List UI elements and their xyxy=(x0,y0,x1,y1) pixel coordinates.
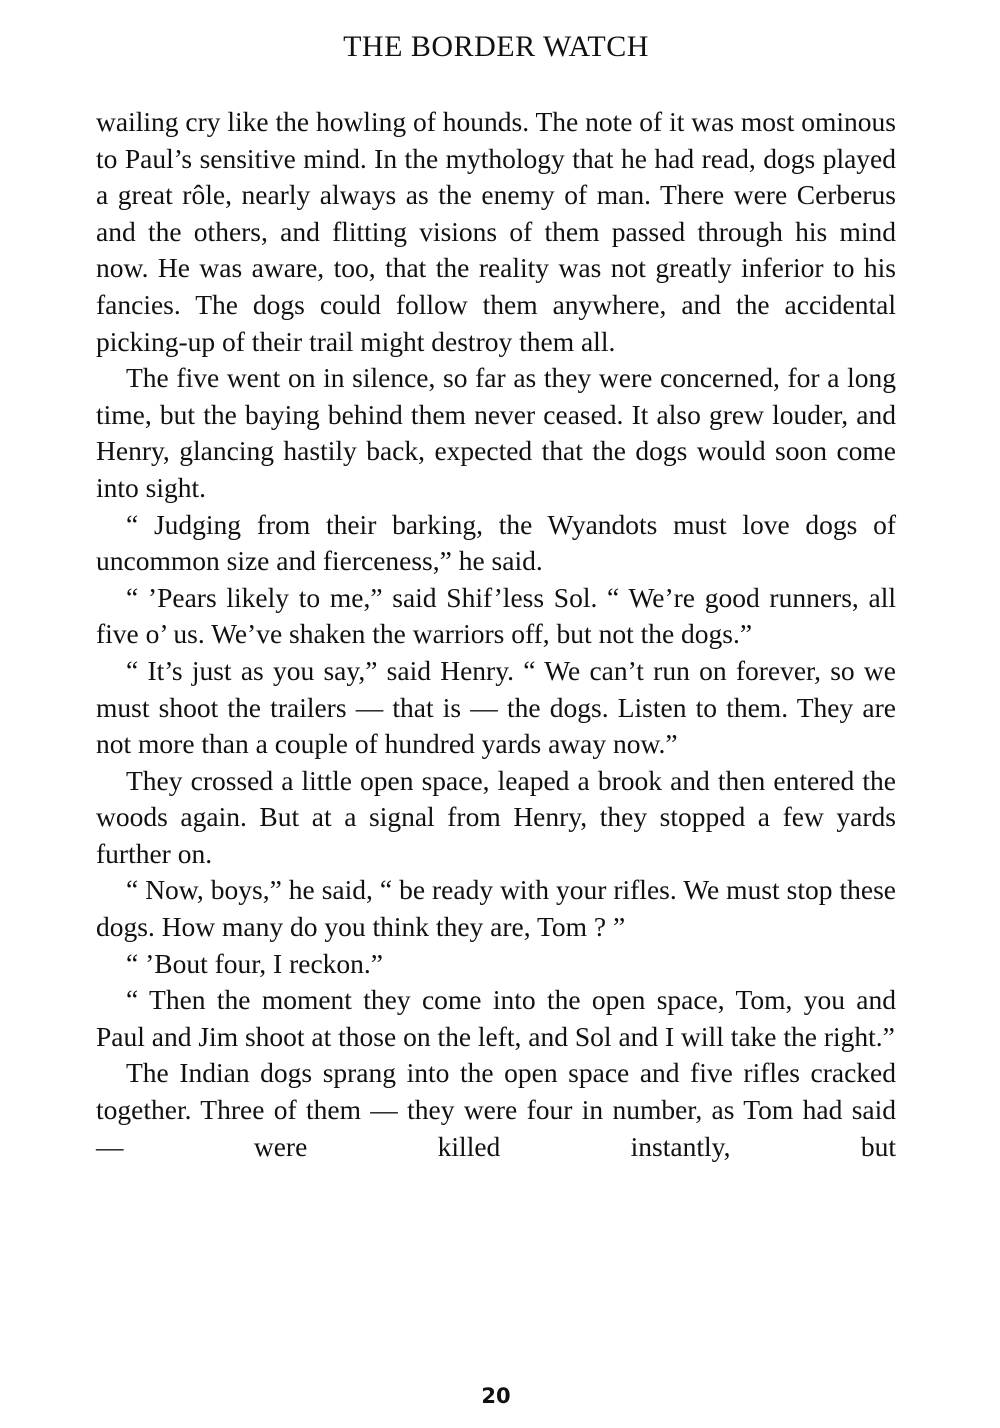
paragraph-1: wailing cry like the howling of hounds. The note of it was most ominous to Paul’s sensitive mind. In the mythology that he had read, dogs played a great rôle, nearly always as the enemy of man. There were Cerberus and the others, and flitting visions of them passed through his mind now. He was aware, too, that the reality was not greatly inferior to his fancies. The dogs could follow them anywhere, and the accidental picking-up of their trail might destroy them all. xyxy=(96,106,896,357)
paragraph-10: The Indian dogs sprang into the open space and five rifles cracked together. Three of them — they were four in number, as Tom had said — were killed instantly, but xyxy=(96,1057,896,1162)
paragraph-4: “ ’Pears likely to me,” said Shif’less Sol. “ We’re good runners, all five o’ us. We’ve shaken the warriors off, but not the dogs.” xyxy=(96,581,896,650)
paragraph-2: The five went on in silence, so far as they were concerned, for a long time, but the baying behind them never ceased. It also grew louder, and Henry, glancing hastily back, expected that the dogs would soon come into sight. xyxy=(96,362,896,503)
paragraph-8: “ ’Bout four, I reckon.” xyxy=(126,947,383,979)
book-page xyxy=(96,0,896,1428)
body-text xyxy=(96,104,896,1165)
paragraph-7: “ Now, boys,” he said, “ be ready with your rifles. We must stop these dogs. How many do you think they are, Tom ? ” xyxy=(96,874,896,943)
paragraph-3: “ Judging from their barking, the Wyandots must love dogs of uncommon size and fierceness,” he said. xyxy=(96,508,896,577)
paragraph-5: “ It’s just as you say,” said Henry. “ We can’t run on forever, so we must shoot the trailers — that is — the dogs. Listen to them. They are not more than a couple of hundred yards away now.” xyxy=(96,654,896,760)
paragraph-6: They crossed a little open space, leaped a brook and then entered the woods again. But at a signal from Henry, they stopped a few yards further on. xyxy=(96,764,896,869)
paragraph-9: “ Then the moment they come into the open space, Tom, you and Paul and Jim shoot at those on the left, and Sol and I will take the right.” xyxy=(96,984,896,1052)
running-title: THE BORDER WATCH xyxy=(343,30,649,63)
page-number: 20 xyxy=(481,1384,511,1408)
